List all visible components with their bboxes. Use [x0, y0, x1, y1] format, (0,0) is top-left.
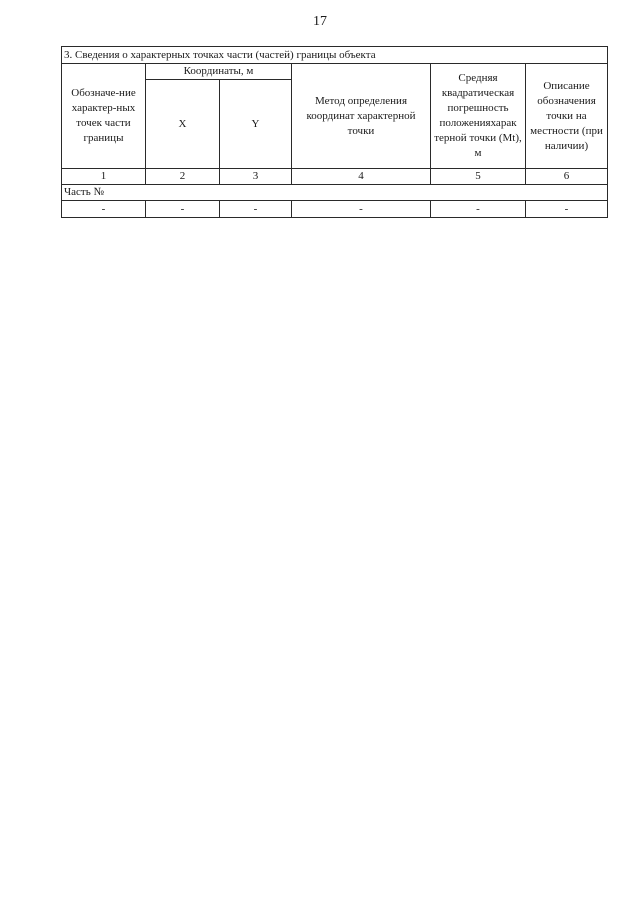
header-y: Y: [220, 80, 292, 169]
column-number-row: [62, 169, 608, 185]
table-cell: -: [220, 201, 292, 218]
column-number: 5: [431, 169, 526, 185]
table-cell: -: [292, 201, 431, 218]
page-number: 17: [313, 14, 327, 29]
table-row: [62, 201, 608, 218]
column-number: 4: [292, 169, 431, 185]
part-row: [62, 185, 608, 201]
column-number: 3: [220, 169, 292, 185]
header-x: X: [146, 80, 220, 169]
header-description: Описание обозначения точки на местности (при наличии): [526, 64, 608, 169]
table-cell: -: [431, 201, 526, 218]
table-cell: -: [62, 201, 146, 218]
header-method: Метод определения координат характерной точки: [292, 64, 431, 169]
table-cell: -: [526, 201, 608, 218]
header-designation: Обозначе-ние характер-ных точек части границы: [62, 64, 146, 169]
characteristic-points-table: [61, 46, 608, 218]
table-title: 3. Сведения о характерных точках части (частей) границы объекта: [62, 47, 608, 64]
column-number: 2: [146, 169, 220, 185]
header-row: [62, 64, 608, 80]
part-label: Часть №: [62, 185, 608, 201]
table-cell: -: [146, 201, 220, 218]
header-error: Средняя квадратическая погрешность положенияхарак терной точки (Mt), м: [431, 64, 526, 169]
column-number: 6: [526, 169, 608, 185]
column-number: 1: [62, 169, 146, 185]
table-title-row: [62, 47, 608, 64]
header-coordinates: Координаты, м: [146, 64, 292, 80]
